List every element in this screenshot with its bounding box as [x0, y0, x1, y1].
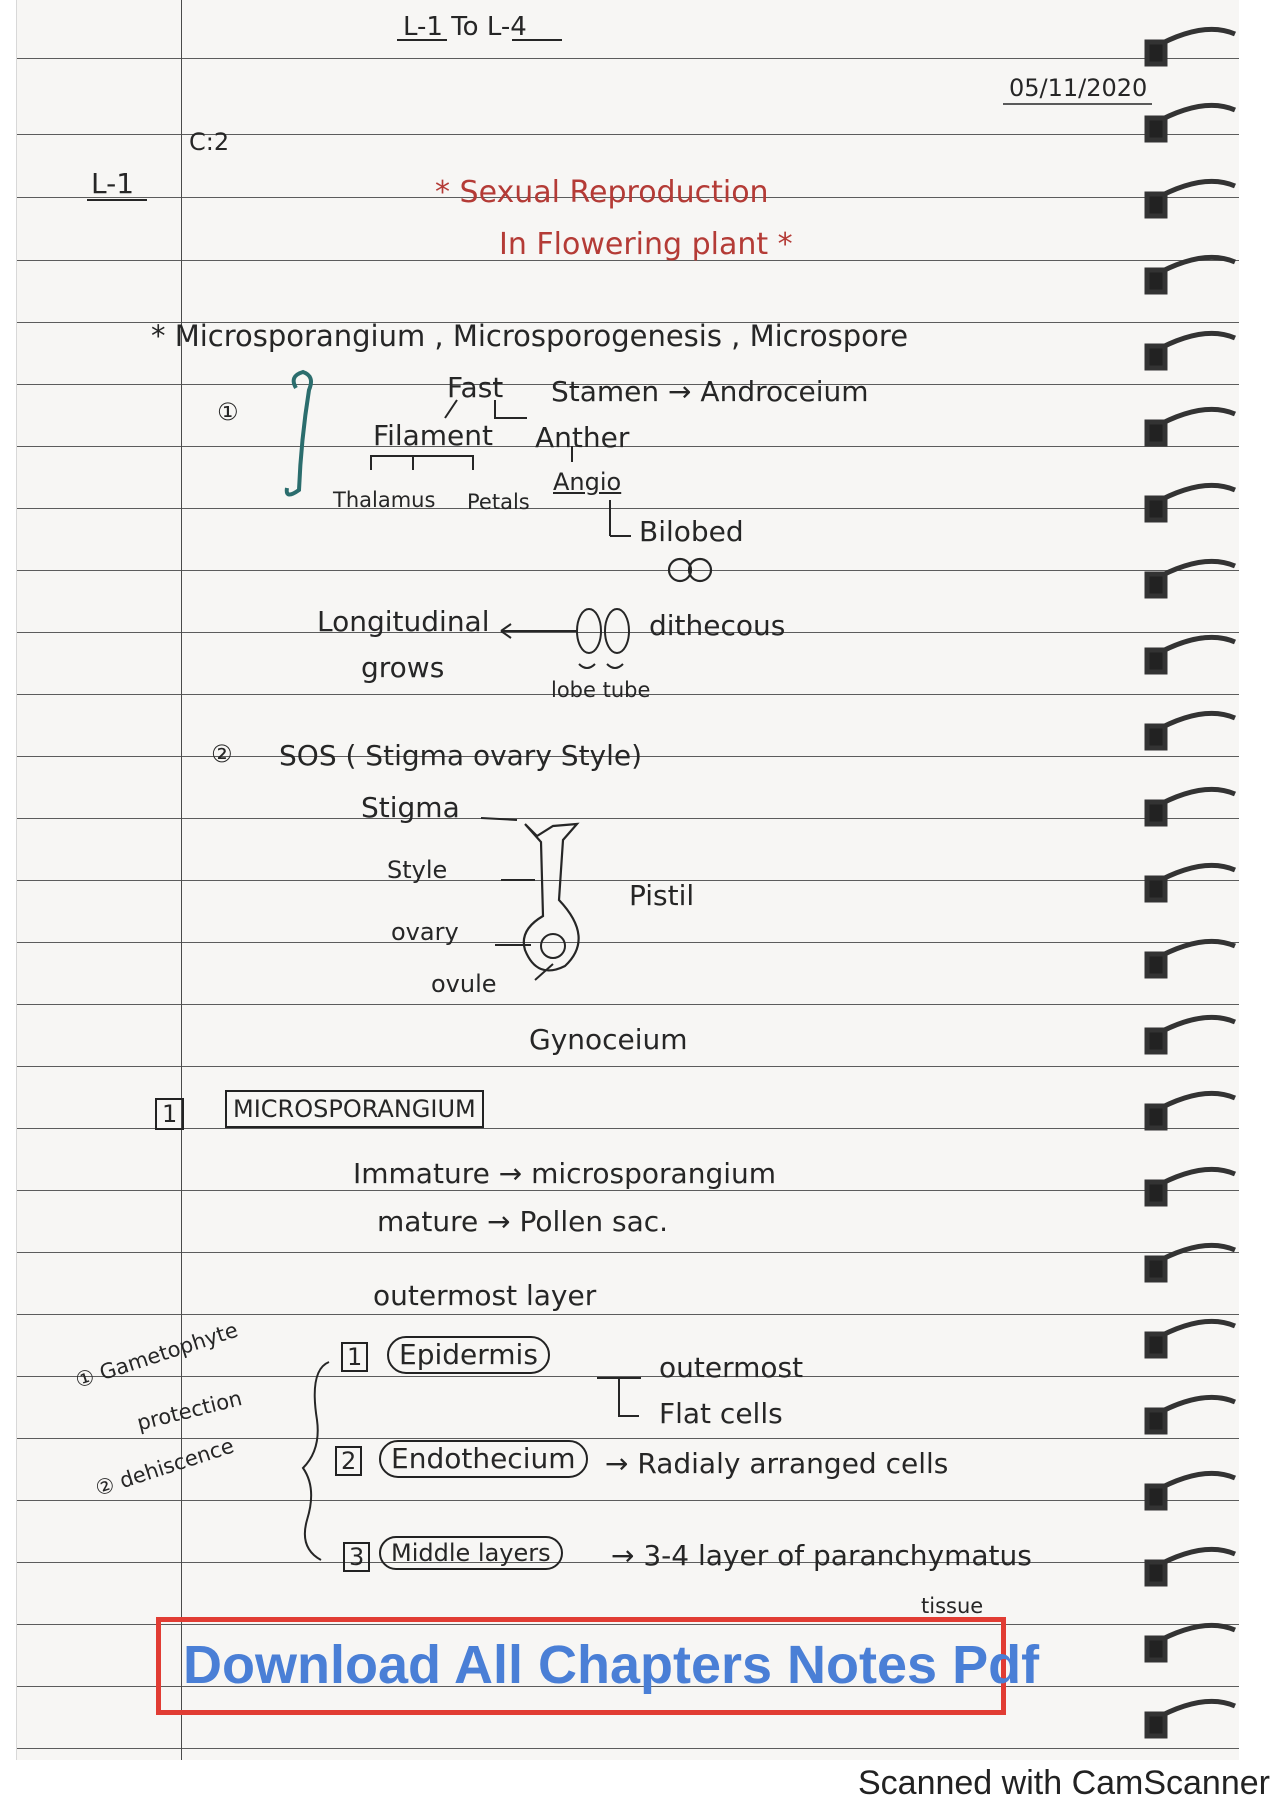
label-ovary: ovary [391, 918, 459, 946]
sos-heading: SOS ( Stigma ovary Style) [279, 739, 643, 772]
layers-brace [303, 1362, 329, 1560]
layer3-note: → 3-4 layer of paranchymatus [611, 1539, 1032, 1572]
label-style: Style [387, 856, 448, 884]
microsporangium-title: MICROSPORANGIUM [225, 1090, 484, 1128]
lesson-label: L-1 [91, 167, 135, 200]
side-note-gametophyte: ① Gametophyte [72, 1317, 241, 1393]
label-thalamus: Thalamus [333, 488, 436, 512]
section-micro-heading: * Microsporangium , Microsporogenesis , Microspore [151, 319, 909, 353]
label-lobe-tube: lobe tube [551, 678, 651, 702]
layer1-name: Epidermis [387, 1336, 550, 1374]
item-num-2: ② [211, 740, 233, 768]
label-dithecous: dithecous [649, 609, 786, 642]
label-bilobed: Bilobed [639, 515, 744, 548]
download-link[interactable]: Download All Chapters Notes Pdf [183, 1635, 1040, 1695]
label-mature: mature → Pollen sac. [377, 1205, 669, 1238]
label-angio: Angio [553, 468, 622, 496]
label-stigma: Stigma [361, 791, 460, 824]
page-header: L-1 To L-4 [403, 12, 527, 42]
anther-lobe-left [577, 609, 601, 653]
label-stamen: Stamen → Androceium [551, 375, 869, 408]
layer2-note: → Radialy arranged cells [605, 1447, 949, 1480]
label-immature: Immature → microsporangium [353, 1157, 777, 1190]
layer1-num: 1 [341, 1342, 368, 1372]
label-filament: Filament [373, 419, 494, 452]
item-num-3: 1 [155, 1098, 184, 1130]
bilobed-symbol [669, 559, 691, 581]
label-anther: Anther [535, 421, 630, 454]
title-line-1: * Sexual Reproduction [435, 175, 769, 210]
layer1-note-outermost: outermost [659, 1351, 804, 1384]
label-fast: Fast [447, 371, 504, 404]
download-banner[interactable] [156, 1617, 1040, 1715]
layer3-num: 3 [343, 1542, 370, 1572]
chapter-code: C:2 [189, 128, 230, 156]
label-outermost-layer: outermost layer [373, 1279, 597, 1312]
spiral-binding [1143, 0, 1239, 1760]
spiral-coils-icon [1143, 0, 1239, 1760]
label-ovule: ovule [431, 970, 497, 998]
title-line-2: In Flowering plant * [499, 227, 793, 262]
stamen-sketch [287, 372, 311, 495]
pistil-sketch [524, 824, 579, 970]
layer1-note-flat-cells: Flat cells [659, 1397, 783, 1430]
layer3-name: Middle layers [379, 1536, 563, 1570]
layer2-name: Endothecium [379, 1440, 588, 1478]
anther-lobe-right [605, 609, 629, 653]
label-petals: Petals [467, 490, 530, 514]
notebook-page [16, 0, 1239, 1760]
layer3-note-tissue: tissue [921, 1594, 984, 1618]
item-num-1: ① [217, 398, 239, 426]
side-note-protection: protection [134, 1386, 245, 1436]
label-gynoceium: Gynoceium [529, 1023, 688, 1056]
hand-drawn-diagrams [17, 0, 1239, 1760]
label-longitudinal: Longitudinal [317, 605, 490, 638]
label-grows: grows [361, 651, 445, 684]
scanner-watermark: Scanned with CamScanner [857, 1764, 1270, 1802]
layer2-num: 2 [335, 1446, 362, 1476]
label-pistil: Pistil [629, 879, 695, 912]
page-date: 05/11/2020 [1009, 74, 1148, 102]
side-note-dehiscence: ② dehiscence [92, 1433, 237, 1501]
